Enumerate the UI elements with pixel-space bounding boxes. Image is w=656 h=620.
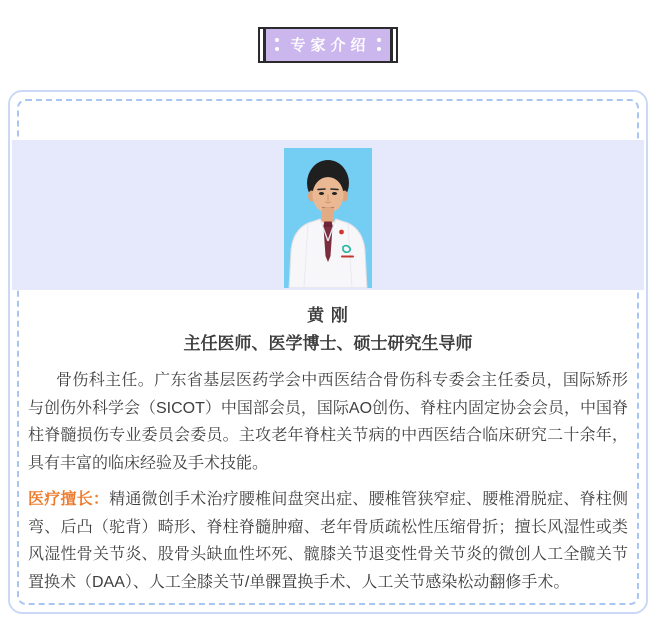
doctor-photo-illustration bbox=[284, 148, 372, 288]
section-title-badge bbox=[258, 27, 398, 63]
expert-details bbox=[28, 302, 628, 596]
doctor-titles: 主任医师、医学博士、硕士研究生导师 bbox=[183, 334, 473, 353]
badge-right-tab bbox=[391, 27, 398, 63]
dot-icon bbox=[275, 47, 279, 51]
specialty-label: 医疗擅长： bbox=[28, 491, 110, 508]
expert-card bbox=[8, 90, 648, 614]
badge-right-dots bbox=[377, 38, 381, 51]
badge-left-dots bbox=[275, 38, 279, 51]
dot-icon bbox=[377, 47, 381, 51]
specialty-text: 精通微创手术治疗腰椎间盘突出症、腰椎管狭窄症、腰椎滑脱症、脊柱侧弯、后凸（驼背）畸形、脊柱脊髓肿瘤、老年骨质疏松性压缩骨折；擅长风湿性或类风湿性骨关节炎、股骨头缺血性坏死、髋膝关节退变性骨关节炎的微创人工全髋关节置换术（DAA）、人工全膝关节/单髁置换手术、人工关节感染松动翻修手术。 bbox=[28, 491, 628, 591]
section-title: 专家介绍 bbox=[290, 36, 371, 54]
doctor-bio: 骨伤科主任。广东省基层医药学会中西医结合骨伤科专委会主任委员，国际矫形与创伤外科学会（SICOT）中国部会员，国际AO创伤、脊柱内固定协会会员，中国脊柱脊髓损伤专业委员会委员。主攻老年脊柱关节病的中西医结合临床研究二十余年，具有丰富的临床经验及手术技能。 bbox=[28, 372, 629, 472]
dot-icon bbox=[275, 38, 279, 42]
photo-band bbox=[12, 140, 644, 290]
doctor-name: 黄 刚 bbox=[307, 306, 349, 325]
dot-icon bbox=[377, 38, 381, 42]
doctor-specialty bbox=[28, 486, 628, 596]
badge-center bbox=[264, 27, 392, 63]
header-badge-row bbox=[0, 27, 656, 63]
doctor-photo bbox=[284, 148, 372, 288]
